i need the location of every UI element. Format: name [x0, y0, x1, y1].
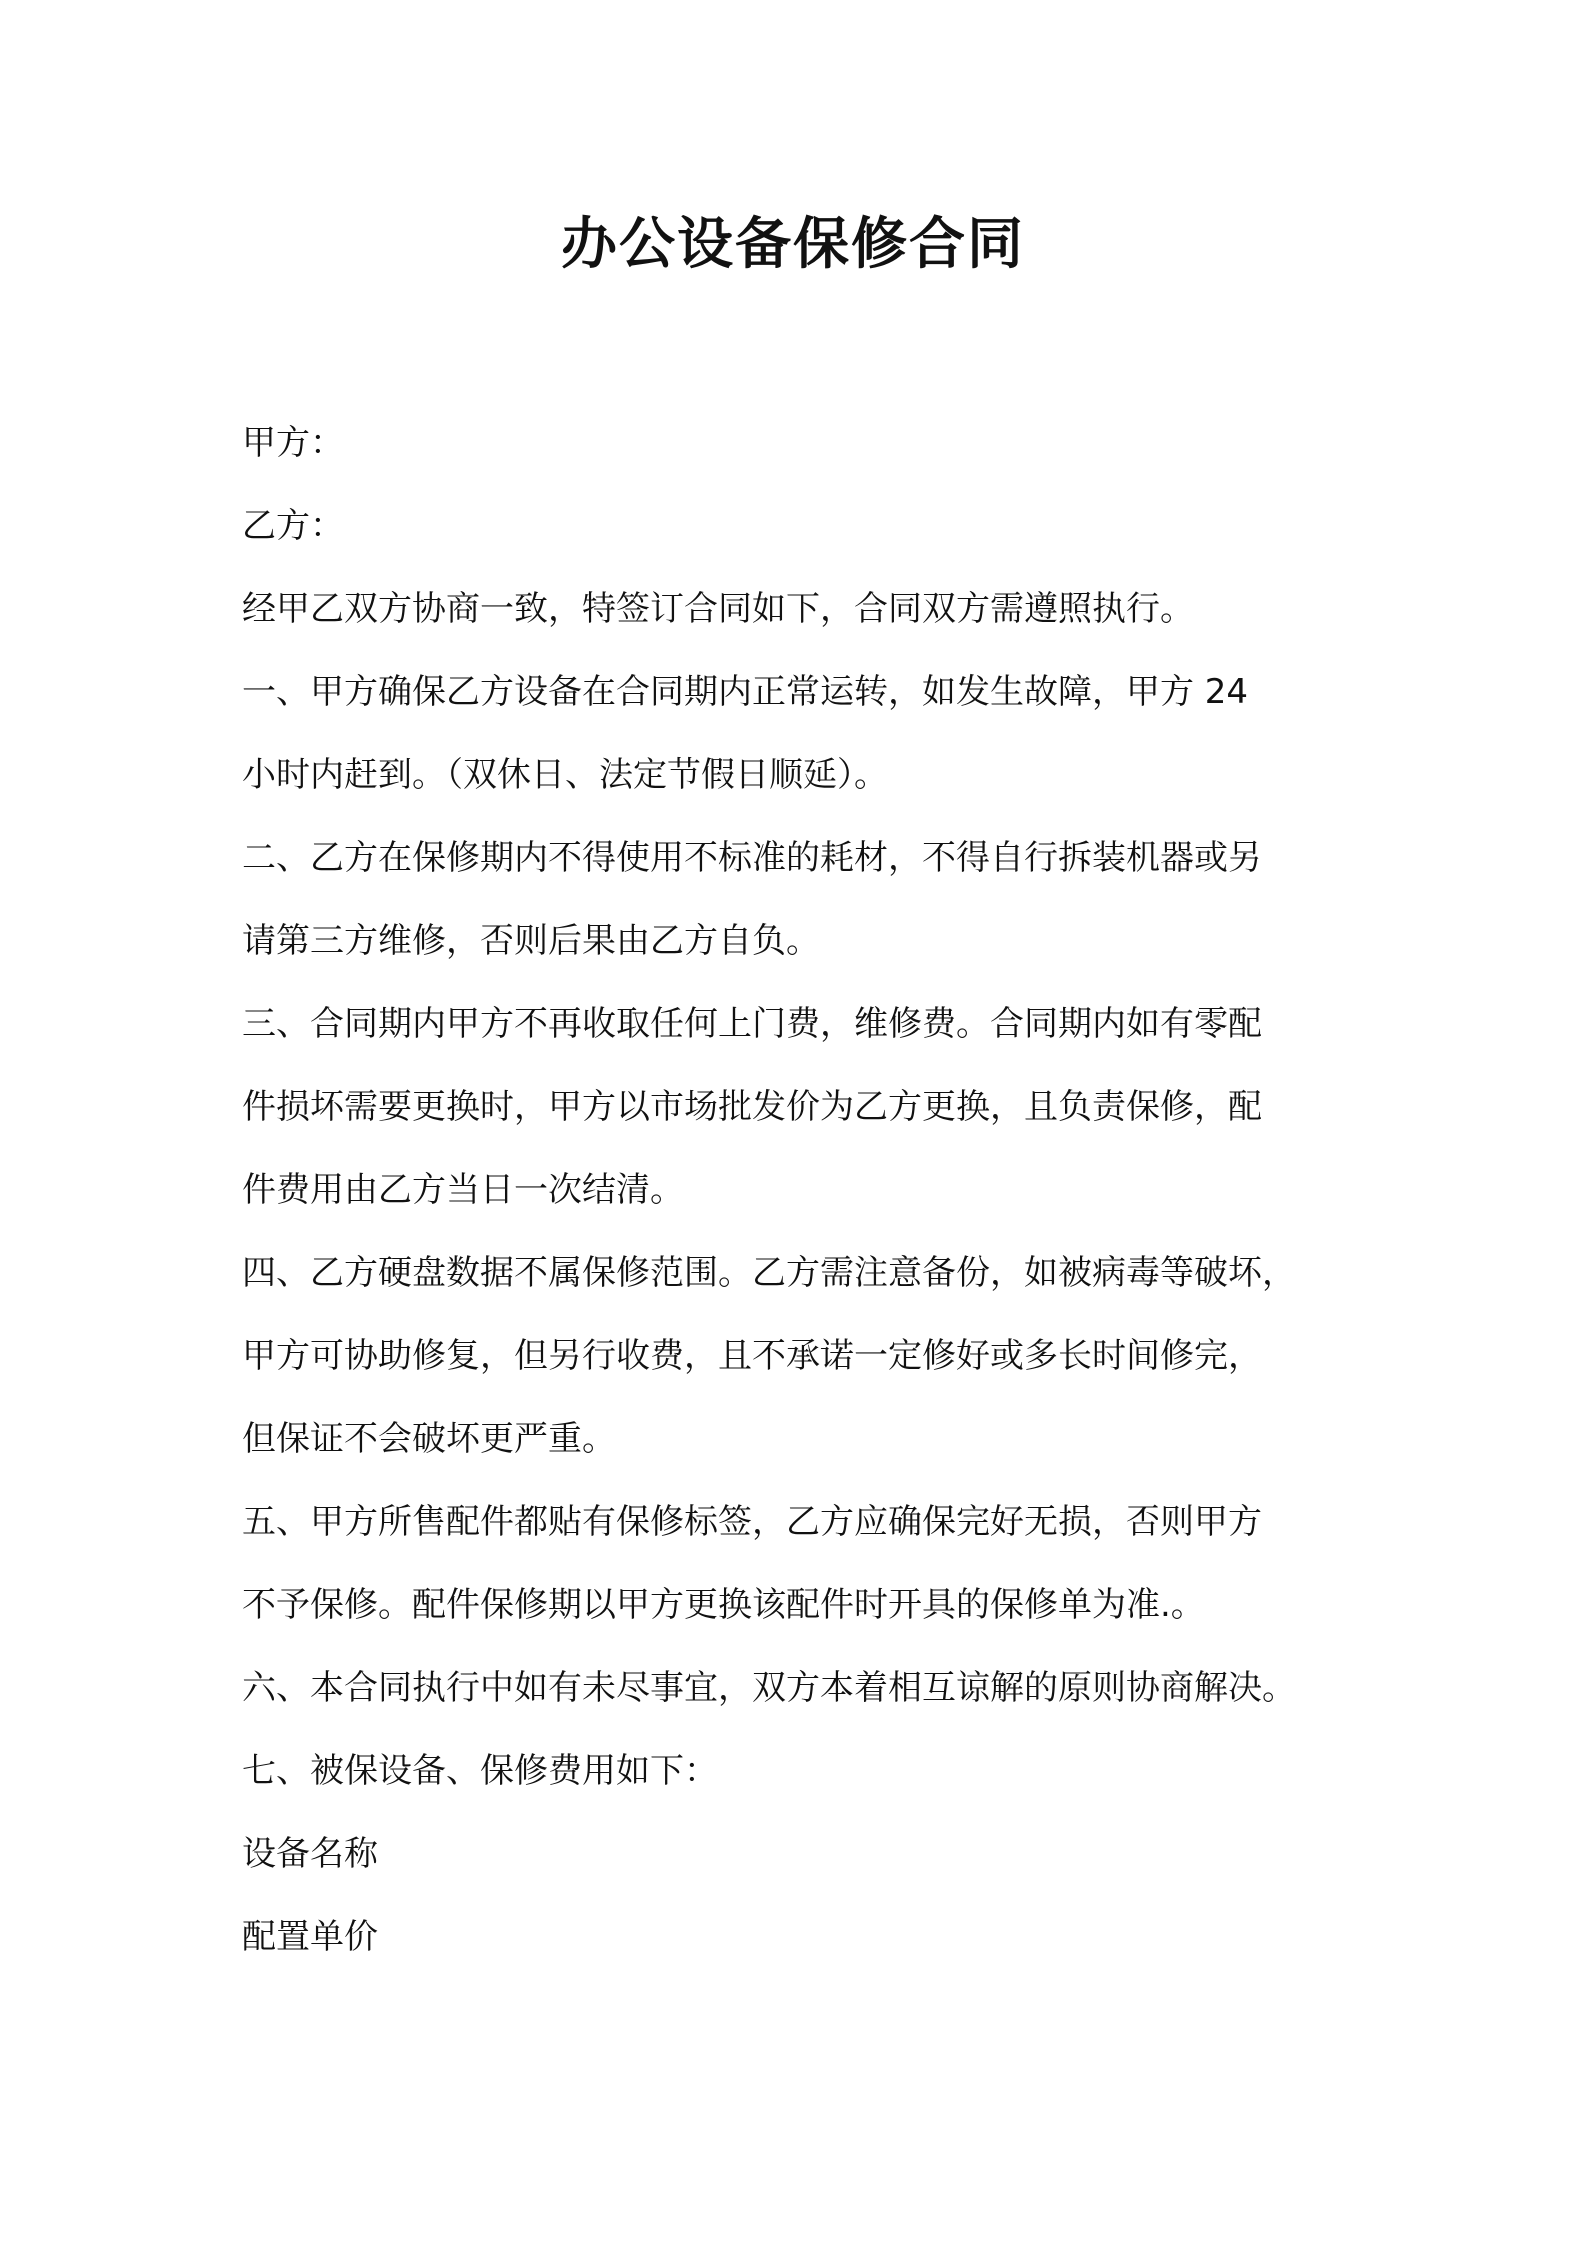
- party-a-line: 甲方：: [242, 423, 344, 463]
- clause-4-line-2: 甲方可协助修复，但另行收费，且不承诺一定修好或多长时间修完，: [242, 1336, 1262, 1376]
- clause-3-line-3: 件费用由乙方当日一次结清。: [242, 1170, 684, 1210]
- clause-6-line: 六、本合同执行中如有未尽事宜，双方本着相互谅解的原则协商解决。: [242, 1668, 1296, 1708]
- party-b-line: 乙方：: [242, 506, 344, 546]
- config-price-line: 配置单价: [242, 1917, 378, 1957]
- equipment-name-line: 设备名称: [242, 1834, 378, 1874]
- clause-3-line-1: 三、合同期内甲方不再收取任何上门费，维修费。合同期内如有零配: [242, 1004, 1262, 1044]
- document-title: 办公设备保修合同: [561, 212, 1025, 277]
- clause-4-line-3: 但保证不会破坏更严重。: [242, 1419, 616, 1459]
- clause-1-line-2: 小时内赶到。（双休日、法定节假日顺延）。: [242, 755, 888, 795]
- clause-5-line-1: 五、甲方所售配件都贴有保修标签，乙方应确保完好无损，否则甲方: [242, 1502, 1262, 1542]
- clause-2-line-1: 二、乙方在保修期内不得使用不标准的耗材，不得自行拆装机器或另: [242, 838, 1262, 878]
- preamble-line: 经甲乙双方协商一致，特签订合同如下，合同双方需遵照执行。: [242, 589, 1194, 629]
- clause-5-line-2: 不予保修。配件保修期以甲方更换该配件时开具的保修单为准.。: [242, 1585, 1205, 1625]
- clause-7-line: 七、被保设备、保修费用如下：: [242, 1751, 718, 1791]
- clause-2-line-2: 请第三方维修，否则后果由乙方自负。: [242, 921, 820, 961]
- clause-1-line-1: 一、甲方确保乙方设备在合同期内正常运转，如发生故障，甲方 24: [242, 672, 1249, 712]
- clause-3-line-2: 件损坏需要更换时，甲方以市场批发价为乙方更换，且负责保修，配: [242, 1087, 1262, 1127]
- clause-4-line-1: 四、乙方硬盘数据不属保修范围。乙方需注意备份，如被病毒等破坏，: [242, 1253, 1296, 1293]
- document-body: [242, 402, 1360, 1979]
